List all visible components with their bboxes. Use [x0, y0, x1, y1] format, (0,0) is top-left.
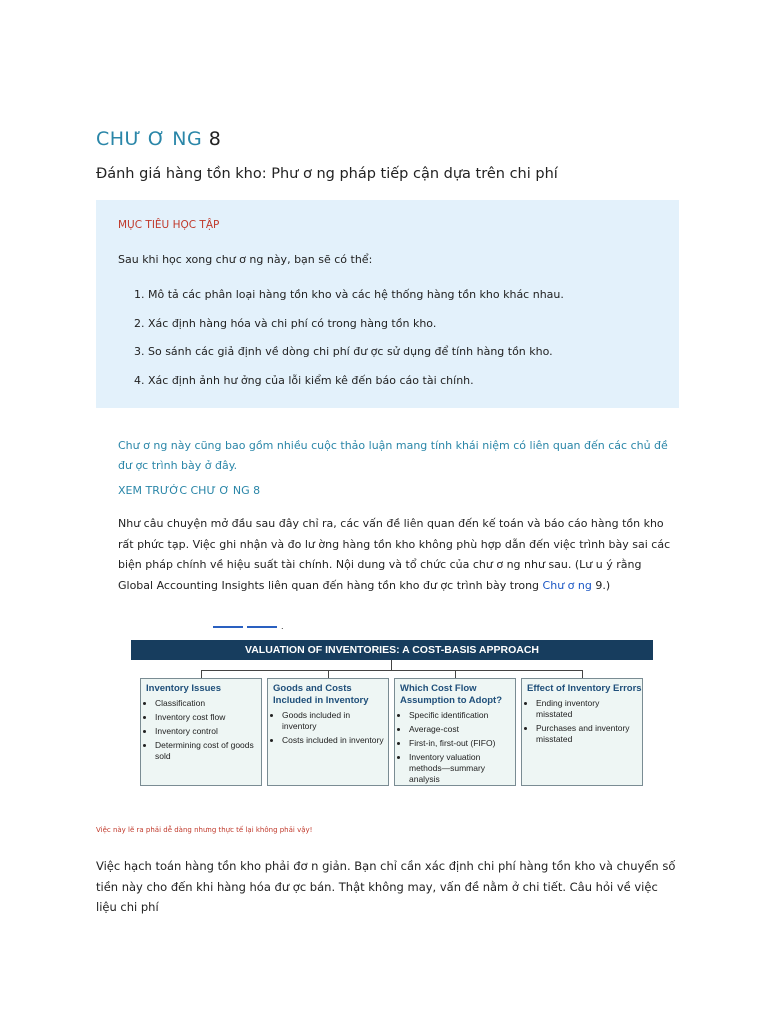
- box-item: • Costs included in inventory: [282, 735, 384, 746]
- connector-line: [391, 660, 392, 670]
- concept-note: Chư ơ ng này cũng bao gồm nhiều cuộc thảo luận mang tính khái niệm có liên quan đến các chủ đề đư ợc trình bày ở đây.: [118, 439, 668, 472]
- connector-line: [582, 670, 583, 678]
- box-item: • Average-cost: [409, 724, 511, 735]
- chapter-word: CHƯ Ơ NG: [96, 128, 203, 150]
- dash-tail: .: [281, 622, 284, 631]
- box-item: • Inventory valuation methods—summary analysis: [409, 752, 511, 785]
- diagram-box-inventory-errors: [521, 678, 643, 786]
- box-heading: Inventory Issues: [146, 683, 221, 694]
- diagram-box-inventory-issues: [140, 678, 262, 786]
- connector-line: [328, 670, 329, 678]
- box-item: • Goods included in inventory: [282, 710, 384, 732]
- box-heading: Effect of Inventory Errors: [527, 683, 642, 694]
- box-item: • Purchases and inventory misstated: [536, 723, 638, 745]
- box-item: • First-in, first-out (FIFO): [409, 738, 511, 749]
- box-item: • Classification: [155, 698, 257, 709]
- box-list: [141, 698, 261, 762]
- objectives-list: [134, 288, 564, 402]
- intro-text: Như câu chuyện mở đầu sau đây chỉ ra, các vấn đề liên quan đến kế toán và báo cáo hàng tồn kho rất phức tạp. Việc ghi nhận và đo lư ờng hàng tồn kho không phù hợp dẫn đến việc trình bày sai các biện pháp chính về hiệu suất tài chính. Nội dung và tổ chức của chư ơ ng như sau. (Lư u ý rằng Global Accounting Insights liên quan đến hàng tồn kho đư ợc trình bày trong: [118, 517, 671, 592]
- box-heading: Goods and Costs Included in Inventory: [273, 683, 369, 706]
- connector-line: [455, 670, 456, 678]
- connector-line: [201, 670, 202, 678]
- margin-note: Việc này lẽ ra phải dễ dàng nhưng thực tế lại không phải vậy!: [96, 826, 313, 834]
- preview-heading: XEM TRƯỚC CHƯ Ơ NG 8: [118, 484, 261, 497]
- chapter-title: [96, 128, 221, 150]
- objective-item: 4. Xác định ảnh hư ởng của lỗi kiểm kê đến báo cáo tài chính.: [134, 373, 474, 387]
- box-list: [522, 698, 642, 745]
- body-paragraph: Việc hạch toán hàng tồn kho phải đơ n giản. Bạn chỉ cần xác định chi phí hàng tồn kho và chuyển số tiền này cho đến khi hàng hóa đư ợc bán. Thật không may, vấn đề nằm ở chi tiết. Câu hỏi về việc liệu chi phí: [96, 859, 676, 914]
- intro-tail: 9.): [591, 578, 611, 592]
- link-dash[interactable]: [247, 626, 277, 628]
- chapter-link[interactable]: Chư ơ ng: [542, 578, 592, 592]
- diagram-title: VALUATION OF INVENTORIES: A COST-BASIS APPROACH: [131, 640, 653, 660]
- chapter-number: 8: [208, 128, 222, 150]
- objectives-heading: MỤC TIÊU HỌC TẬP: [118, 219, 220, 231]
- box-item: • Inventory cost flow: [155, 712, 257, 723]
- box-heading: Which Cost Flow Assumption to Adopt?: [400, 683, 503, 706]
- box-item: • Determining cost of goods sold: [155, 740, 257, 762]
- chapter-subtitle: Đánh giá hàng tồn kho: Phư ơ ng pháp tiếp cận dựa trên chi phí: [96, 166, 558, 182]
- box-item: • Inventory control: [155, 726, 257, 737]
- objective-item: 2. Xác định hàng hóa và chi phí có trong hàng tồn kho.: [134, 316, 437, 330]
- objective-item: 3. So sánh các giả định về dòng chi phí đư ợc sử dụng để tính hàng tồn kho.: [134, 345, 553, 358]
- diagram-box-cost-flow: [394, 678, 516, 786]
- learning-objectives-box: [96, 200, 679, 408]
- box-list: [395, 710, 515, 785]
- diagram-box-goods-and-costs: [267, 678, 389, 786]
- objectives-intro: Sau khi học xong chư ơ ng này, bạn sẽ có thể:: [118, 253, 373, 266]
- objective-item: 1. Mô tả các phân loại hàng tồn kho và các hệ thống hàng tồn kho khác nhau.: [134, 288, 564, 301]
- connector-line: [201, 670, 583, 671]
- link-dashes: [213, 622, 284, 631]
- intro-paragraph: [118, 514, 678, 596]
- box-item: • Ending inventory misstated: [536, 698, 638, 720]
- link-dash[interactable]: [213, 626, 243, 628]
- box-list: [268, 710, 388, 746]
- box-item: • Specific identification: [409, 710, 511, 721]
- chapter-overview-diagram: [131, 640, 653, 788]
